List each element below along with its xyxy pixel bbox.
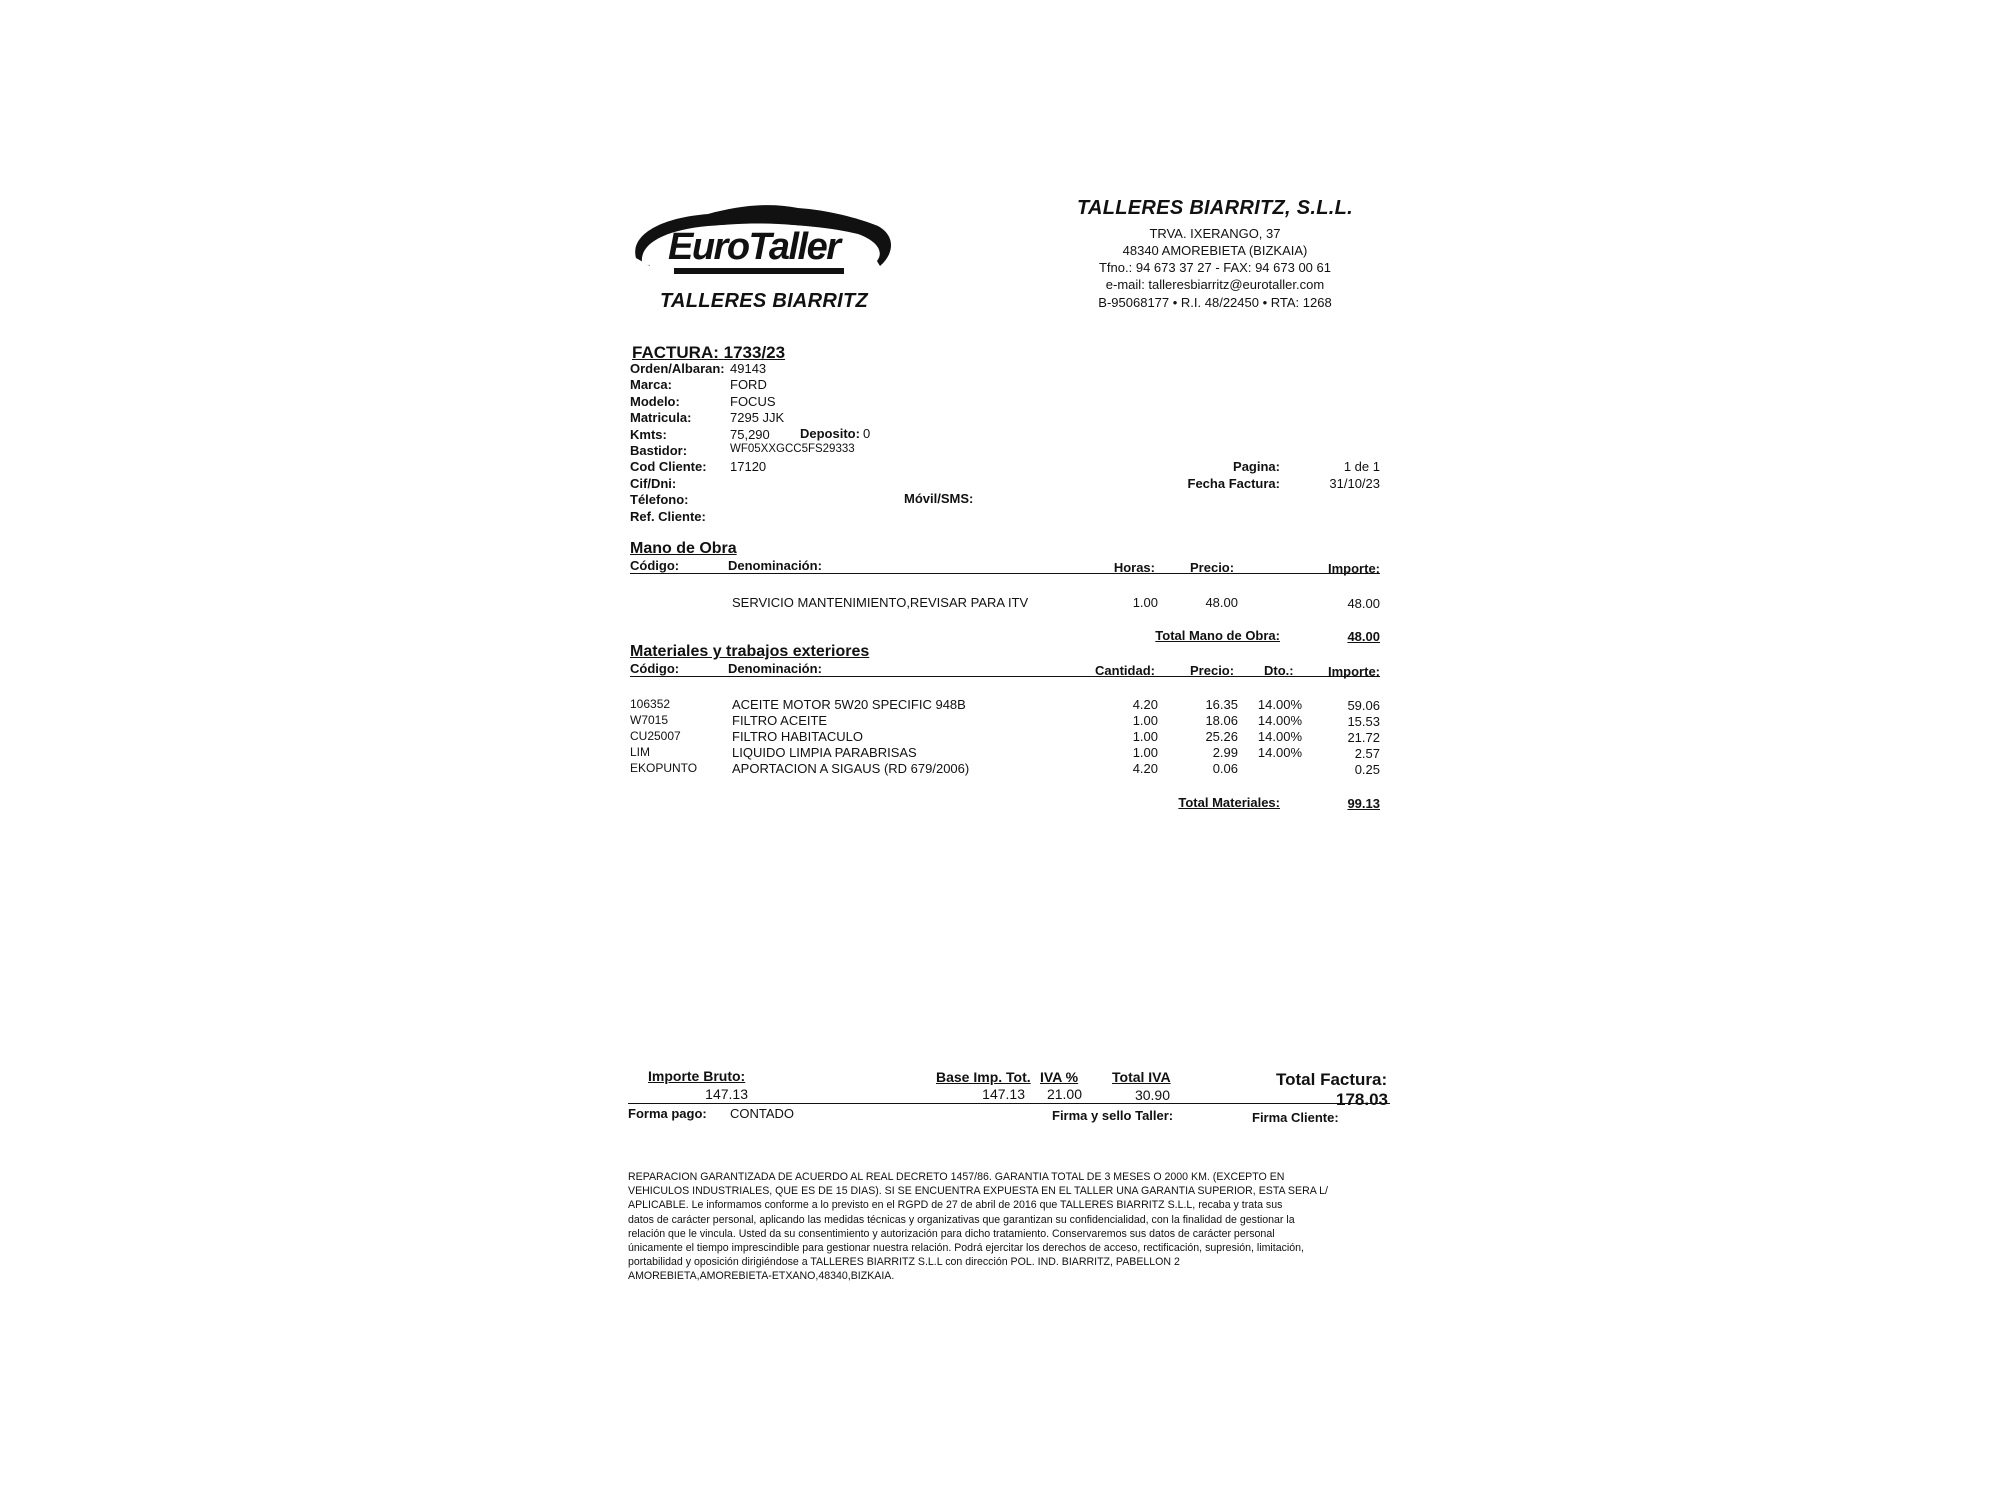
- materials-header-amount: Importe:: [1328, 664, 1380, 679]
- field-value: FORD: [730, 377, 767, 393]
- page-value: 1 de 1: [1343, 459, 1380, 474]
- material-row-code: EKOPUNTO: [630, 761, 698, 775]
- field-label: Kmts:: [630, 426, 667, 442]
- vat-total-value: 30.90: [1134, 1087, 1170, 1103]
- page-label: Pagina:: [1233, 459, 1280, 474]
- materials-header-price: Precio:: [1190, 663, 1235, 678]
- materials-total-label: Total Materiales:: [1178, 795, 1280, 810]
- deposit-value: 0: [863, 426, 871, 441]
- material-row-code: CU25007: [630, 729, 681, 743]
- material-row-discount: 14.00%: [1257, 729, 1302, 744]
- svg-text:★: ★: [716, 216, 725, 227]
- field-value: 17120: [730, 459, 767, 475]
- invoice-total-value: 178.03: [1336, 1090, 1388, 1109]
- material-row-discount: 14.00%: [1257, 697, 1302, 712]
- field-label: Matricula:: [630, 410, 692, 426]
- materials-header-discount: Dto.:: [1264, 663, 1294, 678]
- labor-header-amount: Importe:: [1328, 561, 1380, 576]
- svg-text:★: ★: [768, 208, 777, 219]
- payment-label: Forma pago:: [628, 1106, 707, 1121]
- material-row-discount: 14.00%: [1257, 713, 1302, 728]
- invoice-title-label: FACTURA:: [632, 343, 719, 362]
- legal-line: VEHICULOS INDUSTRIALES, QUE ES DE 15 DIAS). SI SE ENCUENTRA EXPUESTA EN EL TALLER UNA GARANTIA SUPERIOR, ESTA SERA L/: [628, 1185, 1328, 1198]
- company-registry: B-95068177 • R.I. 48/22450 • RTA: 1268: [1098, 295, 1332, 310]
- labor-total-value: 48.00: [1347, 629, 1380, 644]
- vat-pct-value: 21.00: [1046, 1086, 1082, 1102]
- labor-row-description: SERVICIO MANTENIMIENTO,REVISAR PARA ITV: [732, 595, 1029, 610]
- base-label: Base Imp. Tot.: [936, 1069, 1031, 1085]
- material-row-qty: 4.20: [1132, 697, 1158, 712]
- materials-header-description: Denominación:: [728, 661, 822, 676]
- legal-line: datos de carácter personal, aplicando las medidas técnicas y organizativas que garantizan su confidencialidad, con la finalidad de gestionar la: [628, 1213, 1295, 1226]
- labor-total-label: Total Mano de Obra:: [1155, 628, 1280, 643]
- material-row-price: 0.06: [1212, 761, 1238, 776]
- labor-header-code: Código:: [630, 558, 680, 573]
- legal-line: portabilidad y oposición dirigiéndose a TALLERES BIARRITZ S.L.L con dirección POL. IND. BIARRITZ, PABELLON 2: [628, 1256, 1180, 1269]
- material-row-code: 106352: [630, 697, 671, 711]
- field-label: Marca:: [630, 377, 672, 393]
- labor-header-price: Precio:: [1190, 560, 1235, 575]
- date-value: 31/10/23: [1329, 476, 1380, 491]
- summary-rule: [628, 1103, 1390, 1104]
- material-row-description: APORTACION A SIGAUS (RD 679/2006): [732, 761, 970, 776]
- svg-text:★: ★: [732, 210, 741, 221]
- materials-header-code: Código:: [630, 661, 680, 676]
- company-address: TRVA. IXERANGO, 37: [1149, 226, 1281, 241]
- field-label: Modelo:: [630, 393, 680, 409]
- workshop-sign-label: Firma y sello Taller:: [1052, 1108, 1174, 1123]
- client-sign-label: Firma Cliente:: [1252, 1110, 1339, 1125]
- material-row-amount: 21.72: [1347, 730, 1380, 745]
- company-city: 48340 AMOREBIETA (BIZKAIA): [1122, 243, 1308, 258]
- company-email: e-mail: talleresbiarritz@eurotaller.com: [1105, 277, 1325, 292]
- vat-total-label: Total IVA: [1112, 1069, 1171, 1085]
- field-label: Télefono:: [630, 492, 689, 508]
- material-row-description: FILTRO HABITACULO: [732, 729, 863, 744]
- legal-line: relación que le vincula. Usted da su consentimiento y autorización para dicho tratamiento. Conservaremos sus datos de carácter personal: [628, 1227, 1275, 1240]
- labor-header-description: Denominación:: [728, 558, 822, 573]
- base-value: 147.13: [982, 1086, 1025, 1102]
- material-row-price: 16.35: [1205, 697, 1238, 712]
- legal-line: únicamente el tiempo imprescindible para gestionar nuestra relación. Podrá ejercitar los derechos de acceso, rectificación, supresión, limitación,: [628, 1242, 1304, 1255]
- material-row-price: 2.99: [1212, 745, 1238, 760]
- material-row-qty: 4.20: [1132, 761, 1158, 776]
- field-label: Orden/Albaran:: [630, 361, 725, 376]
- company-name: TALLERES BIARRITZ, S.L.L.: [1076, 197, 1353, 219]
- legal-line: REPARACION GARANTIZADA DE ACUERDO AL REAL DECRETO 1457/86. GARANTIA TOTAL DE 3 MESES O 2000 KM. (EXCEPTO EN: [628, 1171, 1285, 1183]
- labor-row-amount: 48.00: [1347, 596, 1380, 611]
- field-value: WF05XXGCC5FS29333: [730, 443, 855, 455]
- date-label: Fecha Factura:: [1187, 476, 1280, 491]
- legal-notice: [628, 1170, 1398, 1284]
- materials-total-value: 99.13: [1347, 796, 1380, 811]
- material-row-price: 18.06: [1205, 713, 1238, 728]
- materials-header-rule: [630, 676, 1380, 677]
- field-label: Cif/Dni:: [630, 475, 677, 491]
- material-row-qty: 1.00: [1132, 729, 1158, 744]
- material-row-code: W7015: [630, 713, 669, 727]
- legal-line: APLICABLE. Le informamos conforme a lo previsto en el RGPD de 27 de abril de 2016 que TALLERES BIARRITZ S.L.L, recaba y trata sus: [628, 1199, 1283, 1212]
- material-row-description: FILTRO ACEITE: [732, 713, 828, 728]
- invoice-number: 1733/23: [723, 343, 786, 362]
- svg-text:★: ★: [750, 205, 760, 217]
- company-phone: Tfno.: 94 673 37 27 - FAX: 94 673 00 61: [1098, 260, 1331, 275]
- logo-text: EuroTaller: [668, 226, 840, 268]
- field-label: Ref. Cliente:: [630, 508, 706, 524]
- vat-pct-label: IVA %: [1040, 1069, 1079, 1085]
- materials-section-title: Materiales y trabajos exteriores: [630, 643, 870, 660]
- labor-header-rule: [630, 573, 1380, 574]
- field-label: Cod Cliente:: [630, 459, 707, 475]
- gross-value: 147.13: [705, 1086, 748, 1102]
- material-row-description: ACEITE MOTOR 5W20 SPECIFIC 948B: [732, 697, 966, 712]
- labor-row-price: 48.00: [1205, 595, 1238, 610]
- material-row-discount: 14.00%: [1257, 745, 1302, 760]
- gross-label: Importe Bruto:: [648, 1068, 746, 1084]
- deposit-label: Deposito:: [800, 426, 860, 441]
- material-row-amount: 2.57: [1354, 746, 1380, 761]
- field-value: FOCUS: [730, 393, 776, 409]
- material-row-amount: 15.53: [1347, 714, 1380, 729]
- material-row-price: 25.26: [1205, 729, 1238, 744]
- field-label: Bastidor:: [630, 443, 688, 458]
- mobile-label: Móvil/SMS:: [904, 491, 974, 506]
- field-value: 7295 JJK: [730, 410, 785, 426]
- field-value: 75,290: [730, 426, 770, 442]
- material-row-qty: 1.00: [1132, 745, 1158, 760]
- material-row-amount: 59.06: [1347, 698, 1380, 713]
- invoice-title: [632, 343, 785, 363]
- shop-name: TALLERES BIARRITZ: [660, 290, 869, 312]
- invoice-total-label: Total Factura:: [1276, 1070, 1388, 1089]
- labor-header-hours: Horas:: [1113, 560, 1155, 575]
- material-row-description: LIQUIDO LIMPIA PARABRISAS: [732, 745, 917, 760]
- legal-line: AMOREBIETA,AMOREBIETA-ETXANO,48340,BIZKAIA.: [628, 1270, 895, 1283]
- labor-section-title: Mano de Obra: [630, 540, 737, 557]
- labor-row-hours: 1.00: [1132, 595, 1158, 610]
- field-value: 49143: [730, 361, 767, 376]
- material-row-amount: 0.25: [1354, 762, 1380, 777]
- material-row-code: LIM: [630, 745, 651, 759]
- materials-header-qty: Cantidad:: [1095, 663, 1155, 678]
- material-row-qty: 1.00: [1132, 713, 1158, 728]
- payment-value: CONTADO: [730, 1106, 795, 1121]
- svg-text:★: ★: [784, 214, 793, 225]
